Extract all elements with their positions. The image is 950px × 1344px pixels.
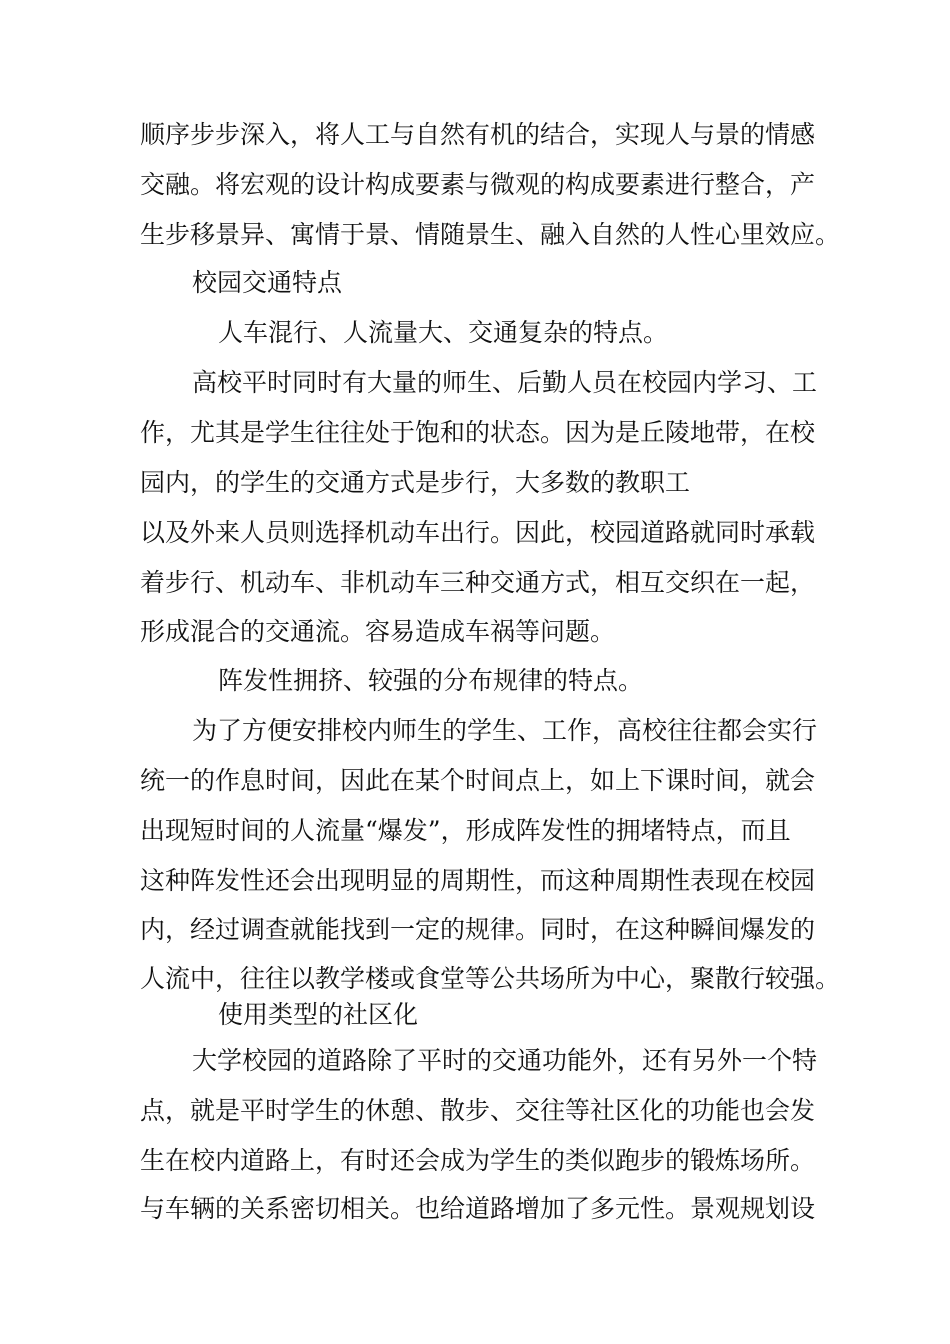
paragraph-line: 统一的作息时间，因此在某个时间点上，如上下课时间，就会 — [140, 766, 816, 795]
subsection-heading: 阵发性拥挤、较强的分布规律的特点。 — [218, 666, 644, 695]
paragraph-line: 园内，的学生的交通方式是步行，大多数的教职工 — [140, 468, 691, 497]
paragraph-line: 作，尤其是学生往往处于饱和的状态。因为是丘陵地带，在校 — [140, 418, 816, 447]
subsection-heading: 人车混行、人流量大、交通复杂的特点。 — [218, 318, 669, 347]
paragraph-line: 出现短时间的人流量“爆发”，形成阵发性的拥堵特点，而且 — [140, 816, 791, 845]
section-heading: 校园交通特点 — [192, 268, 343, 297]
subsection-heading: 使用类型的社区化 — [218, 1000, 419, 1029]
paragraph-line: 形成混合的交通流。容易造成车祸等问题。 — [140, 617, 616, 646]
paragraph-line: 着步行、机动车、非机动车三种交通方式，相互交织在一起， — [140, 568, 816, 597]
paragraph-line: 以及外来人员则选择机动车出行。因此，校园道路就同时承载 — [140, 518, 816, 547]
paragraph-line: 为了方便安排校内师生的学生、工作，高校往往都会实行 — [192, 716, 818, 745]
paragraph-line: 顺序步步深入，将人工与自然有机的结合，实现人与景的情感 — [140, 120, 816, 149]
paragraph-line: 与车辆的关系密切相关。也给道路增加了多元性。景观规划设 — [140, 1194, 816, 1223]
paragraph-line: 这种阵发性还会出现明显的周期性，而这种周期性表现在校园 — [140, 866, 816, 895]
paragraph-line: 交融。将宏观的设计构成要素与微观的构成要素进行整合，产 — [140, 170, 816, 199]
paragraph-line: 内，经过调查就能找到一定的规律。同时，在这种瞬间爆发的 — [140, 915, 816, 944]
paragraph-line: 大学校园的道路除了平时的交通功能外，还有另外一个特 — [192, 1046, 818, 1075]
paragraph-line: 生步移景异、寓情于景、情随景生、融入自然的人性心里效应。 — [140, 220, 841, 249]
paragraph-line: 生在校内道路上，有时还会成为学生的类似跑步的锻炼场所。 — [140, 1146, 816, 1175]
paragraph-line: 人流中，往往以教学楼或食堂等公共场所为中心，聚散行较强。 — [140, 964, 841, 993]
paragraph-line: 点，就是平时学生的休憩、散步、交往等社区化的功能也会发 — [140, 1096, 816, 1125]
paragraph-line: 高校平时同时有大量的师生、后勤人员在校园内学习、工 — [192, 368, 818, 397]
